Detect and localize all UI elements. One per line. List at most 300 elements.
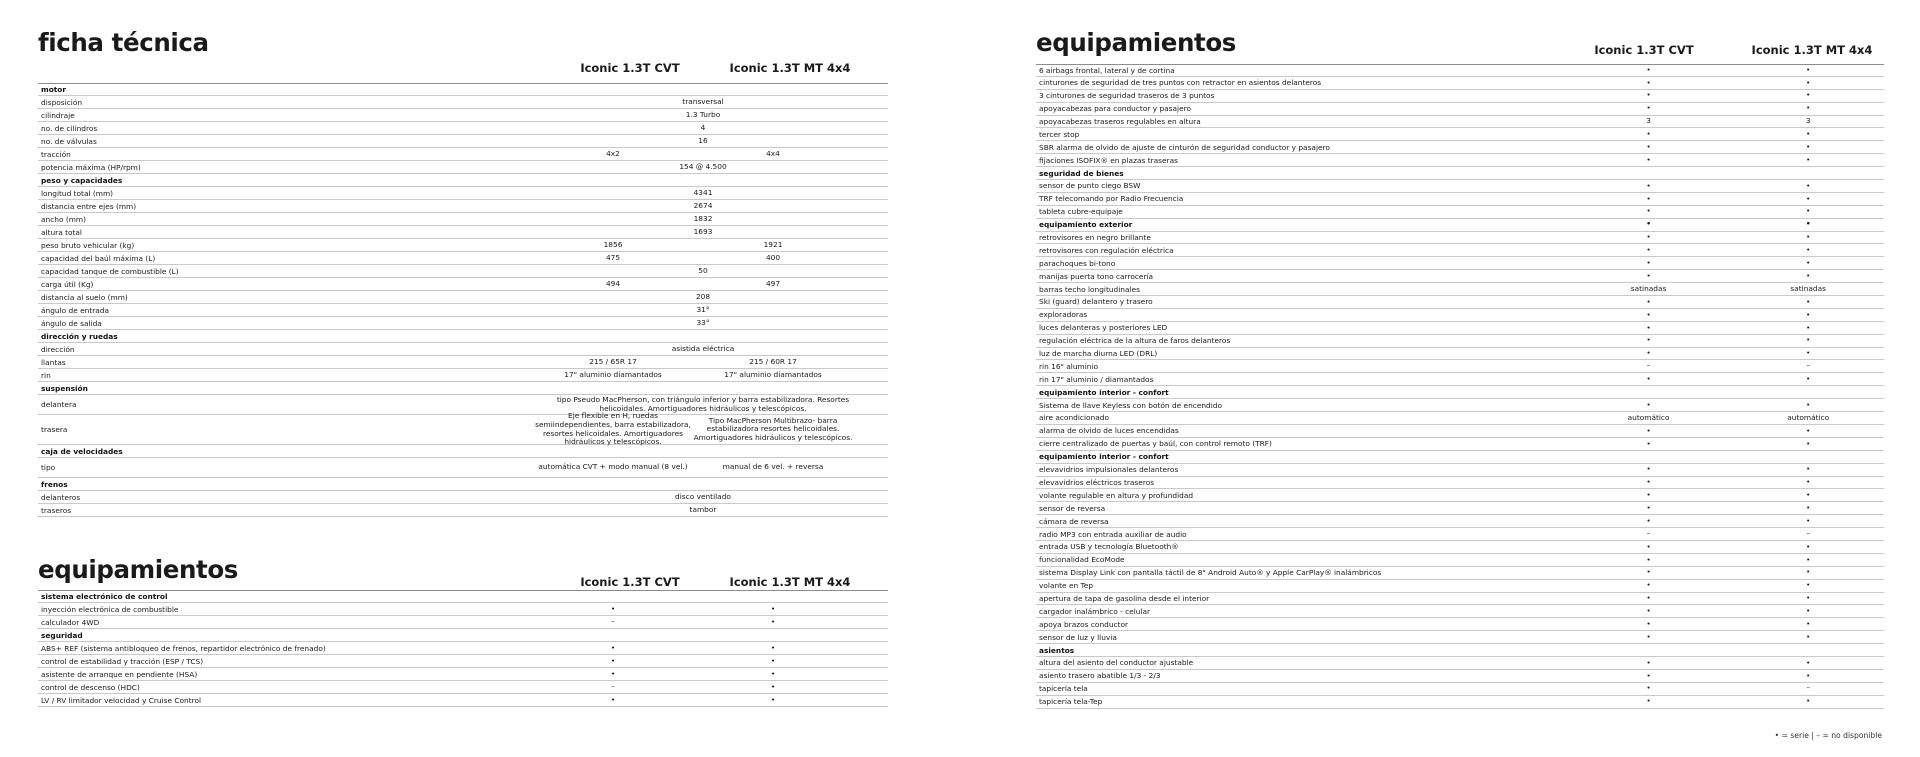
table-row (1036, 116, 1884, 129)
value-mt-4x4: 3 (1805, 116, 1811, 126)
shared-value: 50 (698, 265, 708, 275)
value-cvt: • (1646, 554, 1651, 564)
value-mt-4x4: • (1806, 657, 1811, 667)
table-row (38, 291, 888, 304)
shared-value: 33° (696, 317, 710, 327)
shared-value: 4 (700, 122, 706, 132)
row-label: tipo (41, 463, 56, 472)
value-mt-4x4: • (1806, 374, 1811, 384)
value-cvt: satinadas (1630, 283, 1667, 293)
value-cvt: • (1646, 90, 1651, 100)
value-cvt: • (610, 642, 616, 652)
table-row (1036, 244, 1884, 257)
value-mt-4x4: • (1806, 258, 1811, 268)
table-row (38, 213, 888, 226)
row-label: regulación eléctrica de la altura de faros delanteros (1039, 336, 1231, 346)
table-row (1036, 309, 1884, 322)
table-row (38, 239, 888, 252)
value-mt-4x4: • (1806, 90, 1811, 100)
row-label: longitud total (mm) (41, 188, 114, 198)
table-row (1036, 605, 1884, 618)
row-label: traseros (41, 505, 72, 515)
value-mt-4x4: 4x4 (766, 148, 780, 158)
value-cvt: 17" aluminio diamantados (564, 369, 662, 379)
section-label: frenos (41, 479, 68, 489)
value-mt-4x4: • (1806, 554, 1811, 564)
value-cvt: • (1646, 464, 1651, 474)
value-cvt: • (1646, 154, 1651, 164)
value-cvt: • (610, 668, 616, 678)
ficha-col-4x4-header: Iconic 1.3T MT 4x4 (729, 61, 851, 75)
section-label: peso y capacidades (41, 175, 123, 185)
table-row (1036, 528, 1884, 541)
shared-value: 154 @ 4.500 (679, 161, 727, 171)
row-label: 3 cinturones de seguridad traseros de 3 puntos (1039, 91, 1215, 101)
row-label: TRF telecomando por Radio Frecuencia (1039, 194, 1184, 204)
equip-right-title: equipamientos (1036, 28, 1236, 57)
row-label: rin (41, 370, 51, 380)
legend-footnote: • = serie | – = no disponible (1774, 731, 1882, 740)
row-label: calculador 4WD (41, 617, 100, 627)
equipamientos-left-panel (38, 557, 888, 707)
row-label: luces delanteras y posteriores LED (1039, 323, 1168, 333)
row-label: altura del asiento del conductor ajustable (1039, 658, 1194, 668)
table-row (38, 122, 888, 135)
table-row (1036, 631, 1884, 644)
value-cvt: – (1646, 528, 1651, 538)
row-label: entrada USB y tecnología Bluetooth® (1039, 542, 1179, 552)
row-label: manijas puerta tono carrocería (1039, 271, 1154, 281)
table-row (38, 694, 888, 707)
value-mt-4x4: • (1806, 309, 1811, 319)
value-cvt: • (1646, 515, 1651, 525)
row-label: asistente de arranque en pendiente (HSA) (41, 669, 198, 679)
value-cvt: Eje flexible en H, ruedas semiindependientes, barra estabilizadora, resortes helicoidales. Amortiguadores hidráulicos y telescópicos. (535, 411, 691, 447)
row-label: delanteros (41, 492, 81, 502)
row-label: delantera (41, 400, 77, 409)
value-mt-4x4: • (770, 681, 776, 691)
value-mt-4x4: Tipo MacPherson Multibrazo- barra estabilizadora resortes helicoidales. Amortiguadores hidráulicos y telescópicos. (693, 415, 853, 442)
row-label: exploradoras (1039, 310, 1088, 320)
value-mt-4x4: • (1806, 425, 1811, 435)
table-row (38, 616, 888, 629)
table-row (1036, 554, 1884, 567)
value-cvt: • (1646, 438, 1651, 448)
section-label: equipamiento interior - confort (1039, 387, 1169, 397)
value-mt-4x4: • (1806, 348, 1811, 358)
row-label: 6 airbags frontal, lateral y de cortina (1039, 65, 1175, 75)
row-label: no. de válvulas (41, 136, 97, 146)
ficha-table (38, 83, 888, 517)
row-label: radio MP3 con entrada auxiliar de audio (1039, 529, 1187, 539)
value-mt-4x4: • (1806, 606, 1811, 616)
value-cvt: • (1646, 606, 1651, 616)
value-cvt: • (1646, 103, 1651, 113)
table-row (1036, 360, 1884, 373)
row-label: tracción (41, 149, 71, 159)
row-label: cierre centralizado de puertas y baúl, con control remoto (TRF) (1039, 439, 1272, 449)
value-mt-4x4: • (1806, 696, 1811, 706)
value-mt-4x4: • (1806, 77, 1811, 87)
row-label: LV / RV limitador velocidad y Cruise Control (41, 695, 202, 705)
row-label: asiento trasero abatible 1/3 - 2/3 (1039, 671, 1161, 681)
value-cvt: • (1646, 270, 1651, 280)
table-row (38, 458, 888, 478)
table-row (1036, 348, 1884, 361)
shared-value: disco ventilado (675, 491, 731, 501)
table-row (1036, 399, 1884, 412)
value-mt-4x4: • (1806, 477, 1811, 487)
shared-value: transversal (682, 96, 724, 106)
shared-value: 208 (695, 291, 711, 301)
value-mt-4x4: • (1806, 464, 1811, 474)
section-header-row (1036, 386, 1884, 399)
table-row (1036, 425, 1884, 438)
table-row (1036, 296, 1884, 309)
table-row (1036, 541, 1884, 554)
value-cvt: • (610, 694, 616, 704)
row-label: altura total (41, 227, 82, 237)
value-mt-4x4: • (770, 655, 776, 665)
table-row (1036, 128, 1884, 141)
row-label: fijaciones ISOFIX® en plazas traseras (1039, 155, 1178, 165)
value-mt-4x4: 400 (765, 252, 781, 262)
table-row (38, 109, 888, 122)
value-cvt: • (1646, 425, 1651, 435)
table-row (1036, 64, 1884, 77)
row-label: Ski (guard) delantero y trasero (1039, 297, 1153, 307)
row-label: sensor de luz y lluvia (1039, 632, 1117, 642)
ficha-col-cvt-header: Iconic 1.3T CVT (580, 61, 680, 75)
row-label: volante en Tep (1039, 581, 1094, 591)
table-row (1036, 670, 1884, 683)
table-row (1036, 270, 1884, 283)
table-row (38, 369, 888, 382)
value-cvt: • (1646, 567, 1651, 577)
value-mt-4x4: • (1805, 219, 1811, 229)
value-cvt: • (1646, 631, 1651, 641)
table-row (1036, 683, 1884, 696)
ficha-header (38, 30, 888, 83)
table-row (38, 226, 888, 239)
value-cvt: • (1646, 541, 1651, 551)
row-label: ángulo de salida (41, 318, 102, 328)
value-mt-4x4: • (1806, 399, 1811, 409)
value-cvt: • (1646, 670, 1651, 680)
table-row (1036, 657, 1884, 670)
row-label: parachoques bi-tono (1039, 258, 1116, 268)
value-cvt: • (1646, 142, 1651, 152)
value-mt-4x4: • (1806, 580, 1811, 590)
row-label: dirección (41, 344, 75, 354)
section-label: sistema electrónico de control (41, 592, 168, 601)
row-label: ángulo de entrada (41, 305, 110, 315)
row-label: peso bruto vehicular (kg) (41, 240, 135, 250)
table-row (38, 411, 888, 447)
shared-value: 31° (696, 304, 710, 314)
value-mt-4x4: • (1806, 103, 1811, 113)
table-row (1036, 464, 1884, 477)
row-label: cargador inalámbrico - celular (1039, 606, 1151, 616)
table-row (1036, 257, 1884, 270)
value-cvt: – (611, 616, 615, 626)
table-row (1036, 373, 1884, 386)
table-row (1036, 90, 1884, 103)
value-mt-4x4: 17" aluminio diamantados (724, 369, 822, 379)
section-label: dirección y ruedas (41, 331, 118, 341)
row-label: tapicería tela (1039, 684, 1088, 694)
section-header-row (38, 629, 888, 642)
value-cvt: • (1646, 232, 1651, 242)
row-label: ABS+ REF (sistema antibloqueo de frenos, repartidor electrónico de frenado) (41, 643, 326, 653)
value-mt-4x4: • (1806, 490, 1811, 500)
value-mt-4x4: 497 (765, 278, 781, 288)
equipamientos-right-panel (1036, 30, 1884, 709)
row-label: tercer stop (1039, 129, 1080, 139)
value-cvt: 494 (605, 278, 621, 288)
section-header-row (1036, 219, 1884, 232)
value-mt-4x4: • (1806, 541, 1811, 551)
row-label: elevavidrios eléctricos traseros (1039, 477, 1155, 487)
section-label: equipamiento exterior (1039, 220, 1133, 230)
shared-value: 1693 (693, 226, 713, 236)
table-row (38, 655, 888, 668)
value-cvt: automática CVT + modo manual (8 vel.) (538, 462, 688, 472)
value-mt-4x4: • (1806, 206, 1811, 216)
row-label: elevavidrios impulsionales delanteros (1039, 465, 1179, 475)
value-cvt: – (1646, 361, 1651, 371)
table-row (38, 161, 888, 174)
value-cvt: • (1646, 309, 1651, 319)
row-label: carga útil (Kg) (41, 279, 94, 289)
table-row (38, 304, 888, 317)
value-mt-4x4: automático (1787, 412, 1830, 422)
section-header-row (1036, 644, 1884, 657)
table-row (1036, 477, 1884, 490)
value-cvt: • (1646, 657, 1651, 667)
row-label: distancia entre ejes (mm) (41, 201, 137, 211)
section-header-row (38, 445, 888, 458)
value-mt-4x4: satinadas (1790, 283, 1826, 293)
value-cvt: • (1646, 399, 1651, 409)
value-cvt: • (1646, 258, 1651, 268)
shared-value: tipo Pseudo MacPherson, con triángulo inferior y barra estabilizadora. Resortes helicoidales. Amortiguadores hidráulicos y telescópicos. (556, 394, 850, 413)
section-header-row (38, 83, 888, 96)
shared-value: 16 (698, 135, 708, 145)
row-label: capacidad tanque de combustible (L) (41, 266, 179, 276)
section-label: seguridad de bienes (1039, 168, 1124, 178)
row-label: inyección electrónica de combustible (41, 604, 179, 614)
value-cvt: • (1646, 180, 1651, 190)
row-label: barras techo longitudinales (1039, 284, 1140, 294)
row-label: sensor de punto ciego BSW (1039, 181, 1141, 191)
value-mt-4x4: – (1806, 528, 1811, 538)
row-label: trasera (41, 425, 68, 434)
value-cvt: automático (1627, 412, 1670, 422)
row-label: retrovisores con regulación eléctrica (1039, 245, 1174, 255)
value-cvt: • (1646, 77, 1651, 87)
row-label: volante regulable en altura y profundidad (1039, 490, 1194, 500)
value-cvt: • (1646, 696, 1651, 706)
section-label: equipamiento interior - confort (1039, 452, 1169, 462)
value-cvt: • (1646, 335, 1651, 345)
row-label: aire acondicionado (1039, 413, 1109, 423)
row-label: cámara de reversa (1039, 516, 1109, 526)
value-cvt: 4x2 (606, 148, 620, 158)
section-label: seguridad (41, 630, 83, 640)
value-mt-4x4: • (1806, 322, 1811, 332)
row-label: luz de marcha diurna LED (DRL) (1039, 349, 1158, 359)
row-label: tapicería tela-Tep (1039, 697, 1103, 707)
value-cvt: • (1646, 593, 1651, 603)
value-mt-4x4: • (1806, 129, 1811, 139)
shared-value: 1.3 Turbo (685, 109, 721, 119)
value-mt-4x4: • (770, 642, 776, 652)
table-row (1036, 515, 1884, 528)
table-row (38, 148, 888, 161)
table-row (38, 504, 888, 517)
section-header-row (1036, 167, 1884, 180)
table-row (38, 395, 888, 415)
value-cvt: • (1646, 65, 1651, 75)
value-mt-4x4: • (1806, 335, 1811, 345)
value-cvt: • (1646, 502, 1651, 512)
shared-value: asistida eléctrica (671, 343, 735, 353)
section-header-row (1036, 451, 1884, 464)
value-mt-4x4: • (1806, 515, 1811, 525)
shared-value: 1832 (693, 213, 713, 223)
row-label: control de estabilidad y tracción (ESP / TCS) (41, 656, 204, 666)
row-label: capacidad del baúl máxima (L) (41, 253, 156, 263)
value-mt-4x4: • (1806, 65, 1811, 75)
table-row (38, 343, 888, 356)
row-label: no. de cilindros (41, 123, 98, 133)
shared-value: 2674 (693, 200, 713, 210)
section-header-row (38, 382, 888, 395)
row-label: alarma de olvido de luces encendidas (1039, 426, 1179, 436)
value-mt-4x4: 1921 (763, 239, 783, 249)
row-label: apertura de tapa de gasolina desde el interior (1039, 593, 1210, 603)
table-row (1036, 206, 1884, 219)
table-row (38, 642, 888, 655)
row-label: cinturones de seguridad de tres puntos con retractor en asientos delanteros (1039, 78, 1322, 88)
table-row (1036, 193, 1884, 206)
value-cvt: • (1646, 219, 1651, 229)
section-label: asientos (1039, 645, 1075, 655)
table-row (38, 200, 888, 213)
table-row (1036, 580, 1884, 593)
table-row (38, 491, 888, 504)
table-row (38, 96, 888, 109)
value-cvt: • (1646, 322, 1651, 332)
row-label: control de descenso (HDC) (41, 682, 140, 692)
value-mt-4x4: • (1806, 438, 1811, 448)
value-mt-4x4: • (1806, 245, 1811, 255)
value-mt-4x4: • (1806, 502, 1811, 512)
table-row (38, 135, 888, 148)
value-mt-4x4: manual de 6 vel. + reversa (722, 462, 824, 472)
table-row (1036, 618, 1884, 631)
value-cvt: • (1646, 490, 1651, 500)
table-row (38, 252, 888, 265)
value-mt-4x4: – (1806, 361, 1811, 371)
equip-left-header (38, 557, 888, 610)
equip-right-table (1036, 64, 1884, 709)
row-label: sensor de reversa (1039, 503, 1106, 513)
table-row (1036, 567, 1884, 580)
row-label: funcionalidad EcoMode (1039, 555, 1125, 565)
table-row (38, 187, 888, 200)
value-cvt: • (1646, 477, 1651, 487)
value-cvt: 475 (605, 252, 621, 262)
row-label: distancia al suelo (mm) (41, 292, 128, 302)
section-label: suspensión (41, 383, 88, 393)
equip-left-col-cvt-header: Iconic 1.3T CVT (580, 575, 680, 589)
value-mt-4x4: • (1806, 618, 1811, 628)
section-header-row (38, 330, 888, 343)
table-row (1036, 335, 1884, 348)
row-label: llantas (41, 357, 66, 367)
value-cvt: • (1646, 206, 1651, 216)
equip-right-header (1036, 30, 1884, 64)
table-row (1036, 283, 1884, 296)
value-mt-4x4: • (770, 616, 776, 626)
value-mt-4x4: • (1806, 593, 1811, 603)
table-row (1036, 180, 1884, 193)
table-row (1036, 593, 1884, 606)
equip-right-col-4x4-header: Iconic 1.3T MT 4x4 (1751, 43, 1873, 57)
value-mt-4x4: • (1806, 193, 1811, 203)
value-mt-4x4: • (1806, 154, 1811, 164)
table-row (1036, 696, 1884, 709)
ficha-tecnica-panel (38, 30, 888, 517)
table-row (38, 278, 888, 291)
row-label: rin 16" aluminio (1039, 361, 1099, 371)
value-cvt: 215 / 65R 17 (589, 356, 637, 366)
table-row (1036, 489, 1884, 502)
table-row (38, 317, 888, 330)
value-mt-4x4: • (1806, 631, 1811, 641)
value-cvt: • (1646, 245, 1651, 255)
section-header-row (38, 174, 888, 187)
value-mt-4x4: – (1806, 683, 1811, 693)
value-mt-4x4: • (1806, 567, 1811, 577)
value-cvt: • (1646, 129, 1651, 139)
table-row (1036, 412, 1884, 425)
table-row (1036, 322, 1884, 335)
table-row (38, 681, 888, 694)
value-mt-4x4: • (770, 668, 776, 678)
value-cvt: 1856 (603, 239, 623, 249)
value-mt-4x4: • (770, 694, 776, 704)
row-label: Sistema de llave Keyless con botón de encendido (1039, 400, 1223, 410)
value-mt-4x4: • (1806, 670, 1811, 680)
table-row (1036, 232, 1884, 245)
table-row (38, 668, 888, 681)
table-row (1036, 438, 1884, 451)
table-row (1036, 502, 1884, 515)
row-label: tableta cubre-equipaje (1039, 207, 1123, 217)
equip-left-title: equipamientos (38, 555, 238, 584)
value-mt-4x4: 215 / 60R 17 (749, 356, 797, 366)
row-label: ancho (mm) (41, 214, 86, 224)
value-cvt: • (1646, 348, 1651, 358)
row-label: potencia máxima (HP/rpm) (41, 162, 141, 172)
value-cvt: • (610, 655, 616, 665)
value-cvt: • (1646, 374, 1651, 384)
row-label: apoyacabezas traseros regulables en altura (1039, 117, 1201, 126)
value-cvt: 3 (1646, 116, 1651, 126)
